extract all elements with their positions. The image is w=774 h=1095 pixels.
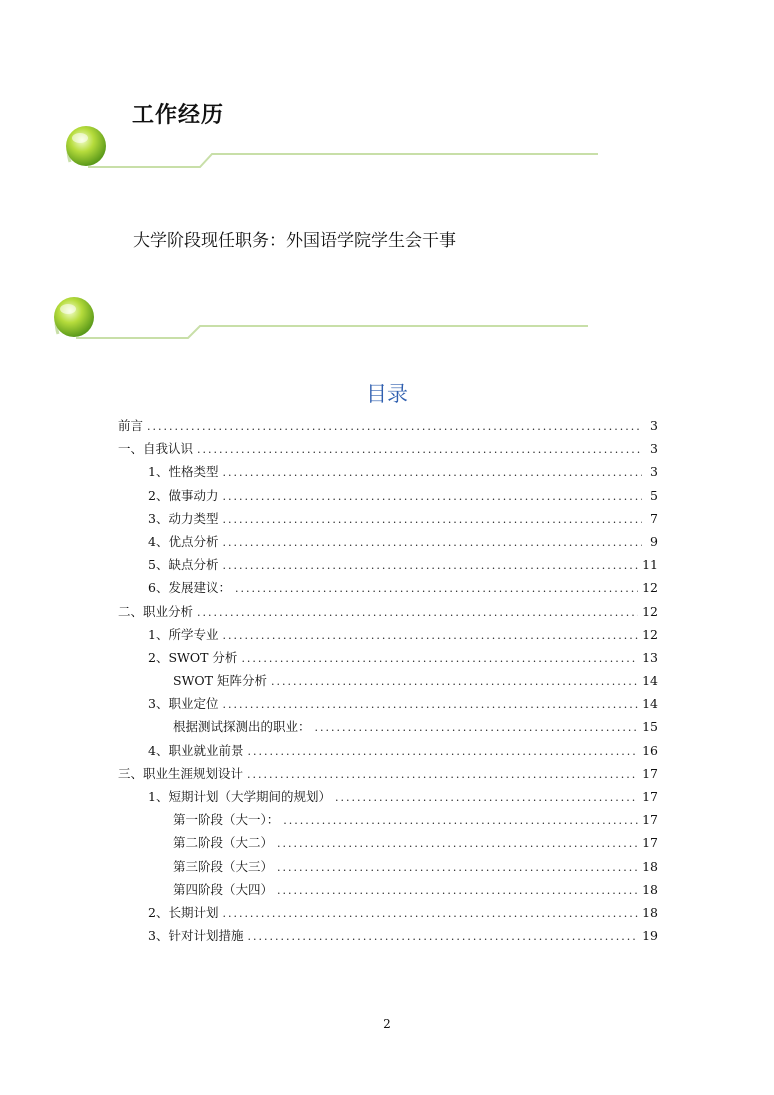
toc-leader-dots: [222, 693, 638, 716]
toc-leader-dots: [222, 554, 638, 577]
toc-entry-label: 1、性格类型: [148, 464, 219, 480]
toc-entry-page: 17: [642, 835, 658, 851]
toc-leader-dots: [197, 438, 642, 461]
toc-leader-dots: [283, 809, 638, 832]
toc-entry-label: 二、职业分析: [118, 603, 194, 619]
toc-entry-page: 12: [642, 626, 658, 642]
toc-entry[interactable]: [118, 831, 658, 854]
toc-entry[interactable]: [118, 460, 658, 483]
toc-entry-label: 3、针对计划措施: [148, 928, 244, 944]
work-experience-text: 大学阶段现任职务：外国语学院学生会干事: [133, 231, 456, 251]
toc-entry[interactable]: [118, 785, 658, 808]
toc-entry-page: 16: [642, 742, 658, 758]
toc-leader-dots: [222, 531, 642, 554]
page-number: 2: [383, 1017, 391, 1031]
toc-entry-page: 17: [642, 765, 658, 781]
toc-entry-page: 3: [650, 441, 658, 457]
toc-leader-dots: [222, 485, 642, 508]
toc-leader-dots: [247, 925, 638, 948]
toc-entry-label: 3、职业定位: [148, 696, 219, 712]
toc-entry-page: 12: [642, 580, 658, 596]
toc-entry-label: 第三阶段（大三）: [173, 858, 274, 874]
toc-leader-dots: [335, 786, 638, 809]
toc-entry-label: 2、SWOT 分析: [148, 649, 238, 665]
toc-entry-label: 4、优点分析: [148, 533, 219, 549]
toc-entry[interactable]: [118, 715, 658, 738]
toc-entry-label: 第四阶段（大四）: [173, 881, 274, 897]
toc-entry[interactable]: [118, 878, 658, 901]
toc-leader-dots: [222, 624, 638, 647]
toc-entry-label: 第一阶段（大一）：: [173, 812, 280, 828]
table-of-contents: [118, 414, 658, 947]
toc-entry[interactable]: [118, 507, 658, 530]
toc-leader-dots: [247, 740, 638, 763]
toc-entry[interactable]: [118, 901, 658, 924]
toc-entry[interactable]: [118, 692, 658, 715]
toc-leader-dots: [247, 763, 638, 786]
toc-entry[interactable]: [118, 855, 658, 878]
toc-entry[interactable]: [118, 669, 658, 692]
toc-entry[interactable]: [118, 739, 658, 762]
toc-entry[interactable]: [118, 553, 658, 576]
toc-entry-label: 6、发展建议：: [148, 580, 231, 596]
section-banner: [0, 124, 774, 184]
toc-entry[interactable]: [118, 484, 658, 507]
toc-leader-dots: [235, 577, 638, 600]
toc-entry-label: 根据测试探测出的职业：: [173, 719, 311, 735]
toc-leader-dots: [222, 508, 642, 531]
toc-entry-label: SWOT 矩阵分析: [173, 673, 267, 689]
toc-entry-page: 3: [650, 464, 658, 480]
toc-leader-dots: [277, 856, 638, 879]
toc-entry-page: 14: [642, 696, 658, 712]
toc-entry[interactable]: [118, 437, 658, 460]
toc-entry[interactable]: [118, 414, 658, 437]
toc-entry-page: 12: [642, 603, 658, 619]
green-sphere-icon: [0, 294, 774, 354]
toc-entry-page: 14: [642, 673, 658, 689]
toc-entry-label: 前言: [118, 418, 144, 433]
toc-leader-dots: [147, 415, 642, 438]
toc-entry-page: 13: [642, 649, 658, 665]
toc-entry-page: 7: [650, 510, 658, 526]
toc-leader-dots: [315, 716, 639, 739]
toc-leader-dots: [222, 902, 638, 925]
toc-leader-dots: [271, 670, 638, 693]
toc-entry-page: 3: [650, 418, 658, 433]
toc-entry-label: 1、所学专业: [148, 626, 219, 642]
toc-entry-page: 18: [642, 858, 658, 874]
toc-entry[interactable]: [118, 623, 658, 646]
toc-entry-label: 三、职业生涯规划设计: [118, 765, 244, 781]
toc-entry-label: 一、自我认识: [118, 441, 194, 457]
toc-entry[interactable]: [118, 600, 658, 623]
toc-entry-label: 3、动力类型: [148, 510, 219, 526]
toc-title: 目录: [366, 382, 408, 406]
toc-entry-page: 5: [650, 487, 658, 503]
toc-leader-dots: [277, 879, 638, 902]
toc-leader-dots: [277, 832, 638, 855]
toc-entry-page: 15: [642, 719, 658, 735]
toc-entry-page: 17: [642, 812, 658, 828]
toc-entry-label: 1、短期计划（大学期间的规划）: [148, 789, 331, 804]
toc-entry[interactable]: [118, 646, 658, 669]
toc-entry[interactable]: [118, 924, 658, 947]
toc-entry-label: 4、职业就业前景: [148, 742, 244, 758]
toc-leader-dots: [222, 461, 642, 484]
toc-entry-page: 9: [650, 533, 658, 549]
toc-entry-page: 18: [642, 904, 658, 920]
toc-entry[interactable]: [118, 576, 658, 599]
toc-entry-page: 18: [642, 881, 658, 897]
toc-entry-label: 2、长期计划: [148, 904, 219, 920]
toc-leader-dots: [197, 601, 638, 624]
toc-entry-label: 第二阶段（大二）: [173, 835, 274, 851]
toc-entry[interactable]: [118, 808, 658, 831]
toc-entry[interactable]: [118, 530, 658, 553]
toc-leader-dots: [241, 647, 638, 670]
section-title: 工作经历: [132, 103, 225, 128]
toc-entry-page: 17: [642, 789, 658, 804]
toc-entry[interactable]: [118, 762, 658, 785]
toc-entry-label: 5、缺点分析: [148, 557, 219, 573]
toc-entry-page: 19: [642, 928, 658, 944]
section-banner-2: [0, 294, 774, 354]
toc-entry-label: 2、做事动力: [148, 487, 219, 503]
toc-entry-page: 11: [642, 557, 658, 573]
green-sphere-icon: [0, 124, 774, 184]
